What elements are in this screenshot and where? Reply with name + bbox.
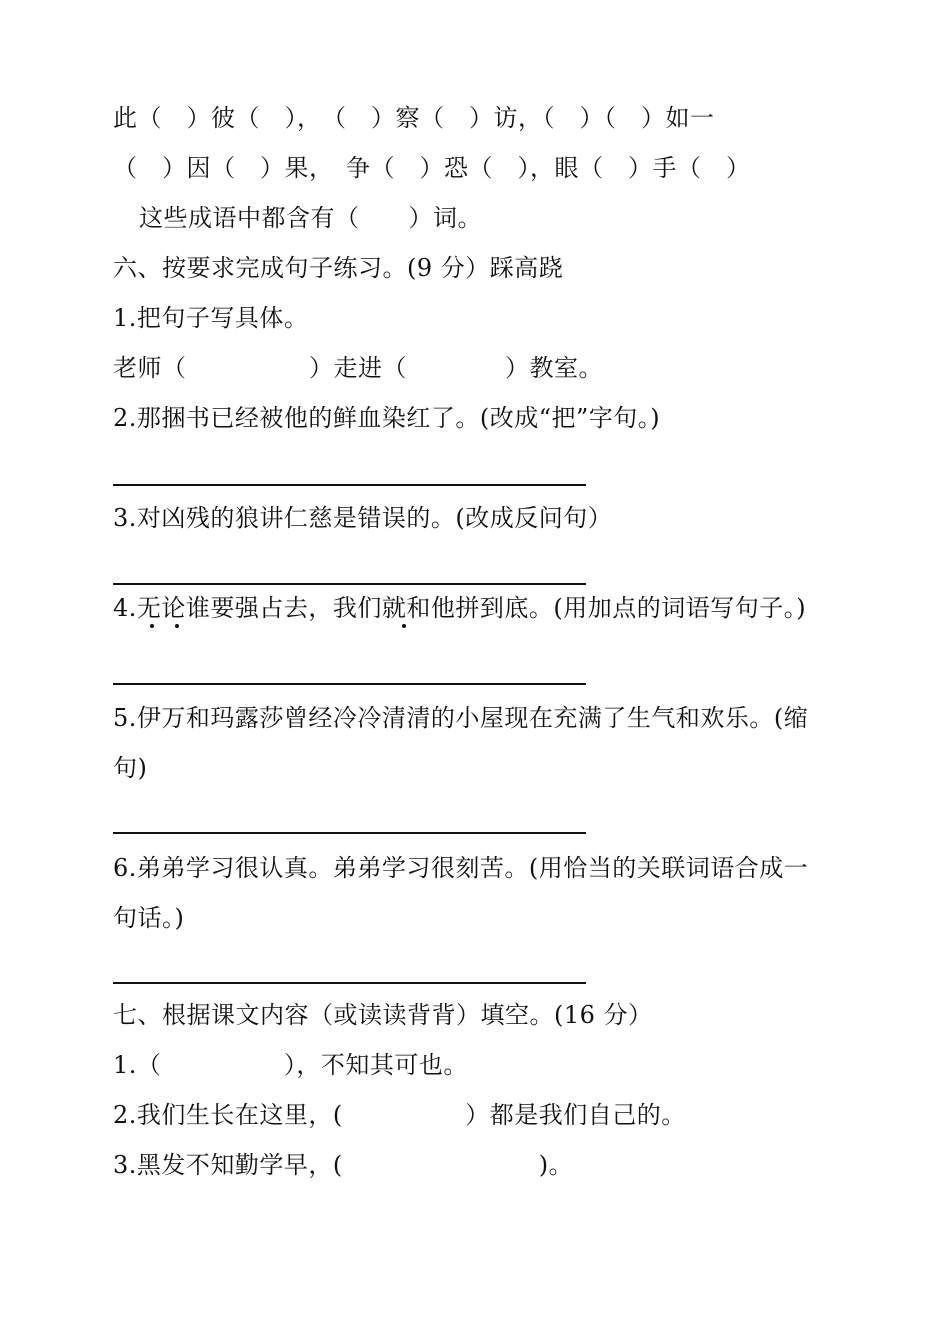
question-6-1-sentence: 老师（ ）走进（ ）教室。 [113,354,603,382]
question-6-5: 5.伊万和玛露莎曾经冷冷清清的小屋现在充满了生气和欢乐。(缩 [113,704,809,732]
question-6-3: 3.对凶残的狼讲仁慈是错误的。(改成反问句） [113,504,613,532]
question-6-5-cont: 句) [113,754,148,782]
question-6-6-cont: 句话。) [113,904,185,932]
emphasis-dot [402,624,406,628]
question-7-3: 3.黑发不知勤学早，( )。 [113,1151,574,1179]
section-seven-heading: 七、根据课文内容（或读读背背）填空。(16 分） [113,1001,653,1029]
answer-line-6-6 [113,982,586,984]
question-7-2: 2.我们生长在这里，( ）都是我们自己的。 [113,1101,686,1129]
question-7-1: 1.（ ），不知其可也。 [113,1051,468,1079]
emphasis-dot [175,624,179,628]
idiom-question: 这些成语中都含有（ ）词。 [139,204,482,232]
answer-line-6-5 [113,832,586,834]
answer-line-6-2 [113,484,586,486]
answer-line-6-4 [113,683,586,685]
question-6-6: 6.弟弟学习很认真。弟弟学习很刻苦。(用恰当的关联词语合成一 [113,854,809,882]
question-6-1: 1.把句子写具体。 [113,304,309,332]
idiom-row-1: 此（ ）彼（ ）， （ ）察（ ）访，（ ）（ ）如一 [113,104,715,132]
answer-line-6-3 [113,583,586,585]
idiom-row-2: （ ）因（ ）果， 争（ ）恐（ ），眼（ ）手（ ） [113,154,751,182]
section-six-heading: 六、按要求完成句子练习。(9 分）踩高跷 [113,254,564,282]
question-6-2: 2.那捆书已经被他的鲜血染红了。(改成“把”字句。) [113,404,661,432]
question-6-4: 4.无论谁要强占去，我们就和他拼到底。(用加点的词语写句子。) [113,594,807,622]
emphasis-dot [150,624,154,628]
